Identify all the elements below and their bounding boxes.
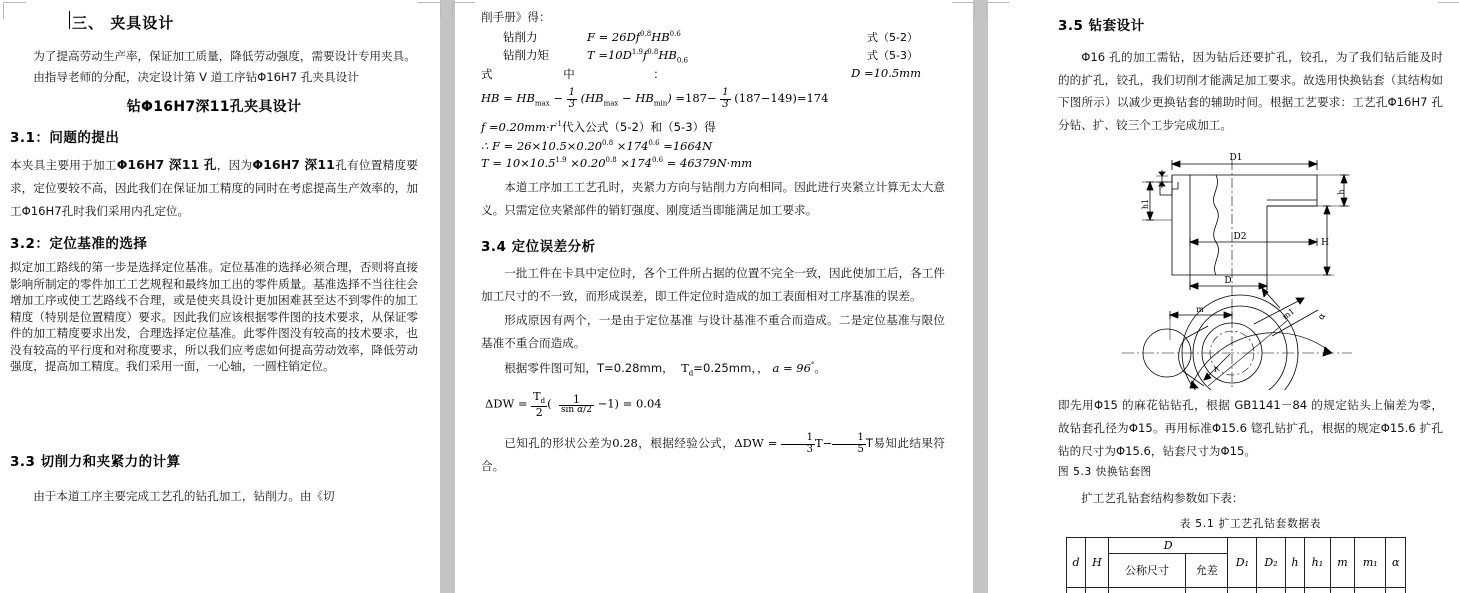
label-r: r [1214,365,1218,375]
formula-hardness: HB = $HB_{max}$ − $\frac{1}{3}$ $(HB_{max} - HB_{min}) =187-$ $\frac{1}{3}$ (187−149)=174 [481,87,829,110]
cell [1355,587,1386,593]
tc-mid: ，根据经验公式， [637,436,735,451]
hb-v4: 174 [806,91,829,106]
cell [1108,587,1185,593]
heading-3-4: 3.4 定位误差分析 [481,239,596,256]
paragraph-3-2: 拟定加工路线的第一步是选择定位基准。定位基准的选择必须合理，否则将直接影响所制定的零件加工工艺规程和最终加工出的零件质量。基准选择不当往往会增加工序或使工艺路线不合理，或是使夹具设计更加困难甚至达不到零件的加工精度（特别是位置精度）要求。因此我们应该根据零件图的技术要求，从保证零件的加工精度要求出发，合理选择定位基准。此零件图没有较高的技术要求，也没有较高的平行度和对称度要求，所以我们应考虑如何提高劳动效率，降低劳动强度，提高加工精度。我们采用一面，一心轴，一圆柱销定位。 [10,260,418,374]
where-word-1: 式 [481,67,493,82]
pdv-td: $T_d$ [681,360,694,377]
tc-end: T易知此结果符合。 [481,436,945,474]
formula-drilling-force-expression: $F = 26Df^{0.8}HB^{0.6}$ [587,29,681,44]
heading-3-2: 3.2：定位基准的选择 [10,236,148,253]
cell [1085,587,1108,593]
th-d: d [1067,537,1086,587]
paragraph-positioning-error-2: 形成原因有两个，一是由于定位基准 与设计基准不重合而造成。二是定位基准与限位基准不重合而造成。 [481,313,945,351]
heading-3-1: 3.1：问题的提出 [10,129,120,146]
label-m: m [1196,305,1204,315]
text-caret [69,11,70,29]
paragraph-table-intro: 扩工艺孔钻套结构参数如下表： [1081,491,1244,506]
heading-fixture-design [72,12,418,33]
document-page-1 [0,0,440,593]
force-result-value: =1664N [663,139,713,154]
figure-caption: 图 5.3 快换钻套图 [1058,466,1152,479]
formula-feed-substitution: $f =0.20mm\cdot r^{-1}$代入公式（5-2）和（5-3）得 [481,120,716,135]
formula-force-result: ∴ $F = 26\times 10.5\times 0.20^{0.8} \times 174^{0.6} =1664N$ [481,139,713,154]
tc-pre: 已知孔的形状公差为 [504,436,613,451]
p311-c: ，因为 [216,157,253,172]
paragraph-tolerance-conclusion: 已知孔的形状公差为0.28，根据经验公式，ΔDW = $\frac{1}{3}$ T− $\frac{1}{5}$ T易知此结果符合。 [481,432,945,474]
paragraph-part-drawing-values [481,359,945,380]
label-D: D [1224,276,1232,287]
drill-bush-data-table [1066,537,1406,593]
hb-v3: 149 [770,91,793,106]
th-alpha: α [1386,537,1406,587]
th-m: m [1330,537,1354,587]
p311-b: Φ16H7 深11 孔 [116,156,217,172]
force-result-lhs: ∴ F = 26×10.5×0.20 [481,139,603,154]
pdv-end: 。 [814,360,827,375]
tc-val: 0.28 [612,436,638,451]
label-alpha: α [1316,311,1329,323]
table-row [1067,587,1406,593]
table-caption: 表 5.1 扩工艺孔钻套数据表 [1179,517,1322,530]
cell [1228,587,1257,593]
heading-3-3: 3.3 切削力和夹紧力的计算 [10,454,181,471]
heading-fixture-design-label: 三、 夹具设计 [72,14,175,32]
p311-e: 孔有位置精度要求，定位要较不高，因此我们在保证加工精度的同时在考虑提高生产效率的，加工Φ16H7孔时我们采用内孔定位。 [10,157,418,218]
figure-quick-change-drill-bush [1058,140,1443,392]
hb-v1: 187 [685,91,707,106]
formula-delta-dw: ΔDW = $\frac{T_d}{2}$ ( $\frac{1}{\text{sin α/2}}$ −1) = 0.04 [485,390,662,419]
label-D1: D1 [1229,153,1243,164]
section-center-title: 钻Φ16H7深11孔夹具设计 [126,98,302,115]
th-nominal-size: 公称尺寸 [1108,553,1185,587]
label-H: H [1321,238,1329,249]
page-gutter-1 [440,0,455,593]
paragraph-top-continuation: 削手册》得： [481,10,551,24]
paragraph-drill-bush-2: 即先用Φ15 的麻花钻钻孔，根据 GB1141－84 的规定钻头上偏差为零，故钻套孔径为Φ15。再用标准Φ15.6 锪孔钻扩孔，根据的规定Φ15.6 扩孔钻的尺寸为Φ15.6，钻套尺寸为Φ15。 [1058,398,1443,458]
formula-drilling-torque-expression: $T =10D^{1.9}f^{0.8}HB_{0.6}$ [587,47,689,65]
delta-dw-value: = 0.04 [622,396,662,411]
th-tolerance: 允差 [1186,553,1228,587]
label-D2: D2 [1233,232,1247,243]
formula-drilling-force-tag: 式（5-2） [867,30,918,44]
formula-drilling-force-label: 钻削力 [503,29,538,44]
cell [1304,587,1330,593]
table-row-header-top [1067,537,1406,553]
cell [1067,587,1086,593]
cell [1285,587,1304,593]
where-word-2: 中 [563,67,575,82]
formula-drilling-torque-tag: 式（5-3） [867,48,918,62]
paragraph-clamping-force: 本道工序加工工艺孔时，夹紧力方向与钻削力方向相同。因此进行夹紧立计算无太大意义。只需定位夹紧部件的销钉强度、刚度适当即能满足加工要求。 [481,180,945,217]
paragraph-intro-2: 由指导老师的分配，决定设计第 V 道工序钻Φ16H7 孔夹具设计 [33,69,359,84]
cell [1257,587,1286,593]
pdv-angle: a = 96° [772,360,815,375]
cell [1186,587,1228,593]
p311-d: Φ16H7 深11 [252,156,335,172]
paragraph-positioning-error-1: 一批工件在卡具中定位时，各个工件所占据的位置不完全一致，因此使加工后，各工件加工尺寸的不一致，而形成误差，即工件定位时造成的加工表面相对工序基准的误差。 [481,266,945,303]
th-h: h [1285,537,1304,587]
th-D: D [1108,537,1228,553]
formula-drilling-force [503,29,945,45]
label-m1: m1 [1280,306,1297,322]
where-value-D: D =10.5mm [851,66,921,81]
document-page-3 [988,0,1459,593]
heading-3-5: 3.5 钻套设计 [1058,18,1145,34]
formula-drilling-torque-label: 钻削力矩 [503,47,549,62]
th-m1: m₁ [1355,537,1386,587]
th-h1: h₁ [1304,537,1330,587]
drill-bush-drawing-svg [1112,140,1412,390]
paragraph-drill-bush-1: Φ16 孔的加工需钻，因为钻后还要扩孔，铰孔，为了我们钻后能及时的的扩孔，铰孔，我们切削才能满足加工要求。故选用快换钻套（其结构如下图所示）以减少更换钻套的辅助时间。根据工艺要求：工艺孔Φ16H7 孔分钻、扩、铰三个工步完成加工。 [1058,50,1443,132]
cell [1386,587,1406,593]
torque-result-value: = 46379N·mm [666,156,753,171]
page-gutter-2 [973,0,988,593]
label-h1: h1 [1141,199,1150,210]
pdv-pre: 根据零件图可知，T=0.28mm， [504,360,674,375]
formula-where-row [481,66,945,82]
cell [1330,587,1354,593]
document-page-2 [455,0,973,593]
pdv-mid: =0.25mm，， [693,360,769,375]
p311-a: 本夹具主要用于加工 [10,157,117,172]
feed-substitution-text: 代入公式（5-2）和（5-3）得 [561,120,716,135]
th-H: H [1085,537,1108,587]
where-colon: ： [653,67,665,82]
paragraph-intro-1: 为了提高劳动生产率，保证加工质量，降低劳动强度，需要设计专用夹具。 [33,49,416,63]
label-h: h [1337,189,1346,195]
hb-v2: 187 [738,91,761,106]
formula-torque-result: $T = 10\times 10.5^{1.9} \times 0.20^{0.8} \times 174^{0.6} = 46379N\cdot mm$ [481,156,753,171]
th-D1: D₁ [1228,537,1257,587]
th-D2: D₂ [1257,537,1286,587]
formula-drilling-torque [503,47,945,64]
paragraph-3-3: 由于本道工序主要完成工艺孔的钻孔加工，钻削力。由《切 [33,489,335,504]
paragraph-3-1 [10,153,418,223]
